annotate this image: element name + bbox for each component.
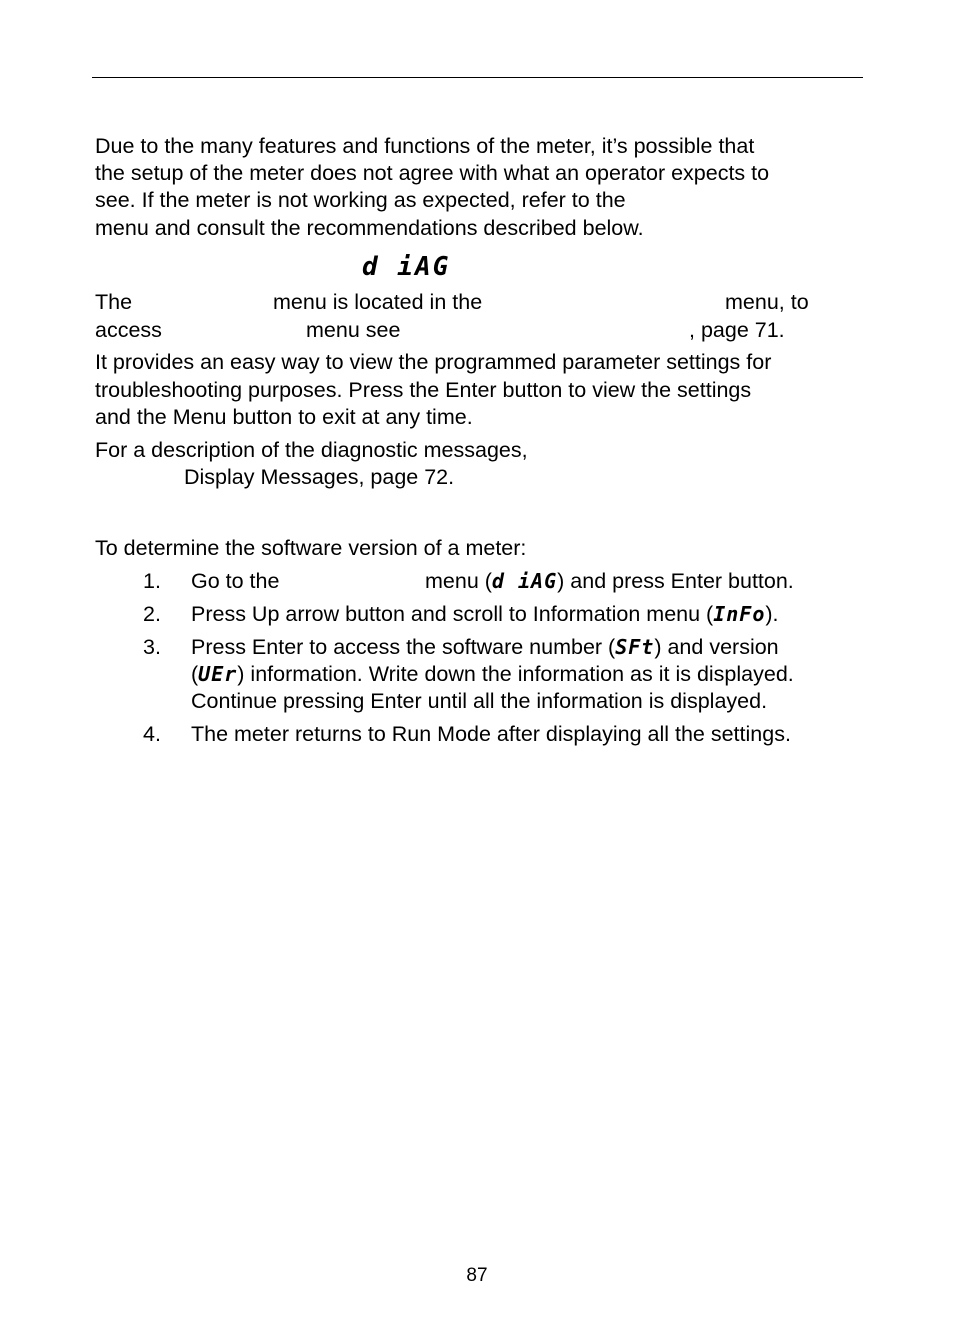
step-4-text: The meter returns to Run Mode after displaying all the settings.	[191, 722, 791, 746]
diag-p3-line-1: For a description of the diagnostic messages,	[95, 438, 528, 462]
header-rule	[92, 77, 863, 78]
intro-line-1: Due to the many features and functions of the meter, it’s possible that	[95, 134, 755, 158]
step-3-number: 3.	[143, 635, 161, 659]
diag-p2-line-2: troubleshooting purposes. Press the Enter button to view the settings	[95, 378, 752, 402]
step-2-number: 2.	[143, 602, 161, 626]
page-number: 87	[466, 1265, 488, 1286]
diag-p2-line-1: It provides an easy way to view the programmed parameter settings for	[95, 350, 772, 374]
software-intro: To determine the software version of a meter:	[95, 536, 527, 560]
software-number-code: SFt	[615, 635, 655, 659]
step-3-line-3: Continue pressing Enter until all the information is displayed.	[191, 689, 768, 713]
diag-p1-access: access	[95, 318, 162, 342]
step-1-number: 1.	[143, 569, 161, 593]
info-code: InFo	[713, 602, 766, 626]
diag-p1-the: The	[95, 290, 133, 314]
diag-p1-located: menu is located in the	[273, 290, 483, 314]
diag-code: d iAG	[491, 569, 558, 593]
step-2-text: Press Up arrow button and scroll to Information menu (InFo).	[191, 602, 779, 626]
step-3-line-1: Press Enter to access the software number (SFt) and version	[191, 635, 779, 659]
step-3-line-2: (UEr) information. Write down the information as it is displayed.	[191, 662, 794, 686]
intro-line-2: the setup of the meter does not agree with what an operator expects to	[95, 161, 770, 185]
version-code: UEr	[198, 662, 238, 686]
diag-p3-line-2: Display Messages, page 72.	[184, 465, 455, 489]
diag-heading-code: d iAG	[362, 252, 451, 282]
diag-p2-line-3: and the Menu button to exit at any time.	[95, 405, 473, 429]
step-4-number: 4.	[143, 722, 161, 746]
step-1-text: menu (d iAG) and press Enter button.	[425, 569, 794, 593]
diag-p1-menu-to: menu, to	[725, 290, 809, 314]
step-1-text-a: Go to the	[191, 569, 280, 593]
intro-line-3: see. If the meter is not working as expected, refer to the	[95, 188, 626, 212]
intro-line-4: menu and consult the recommendations described below.	[95, 216, 644, 240]
diag-p1-menu-see: menu see	[306, 318, 401, 342]
diag-p1-page-ref: , page 71.	[689, 318, 785, 342]
